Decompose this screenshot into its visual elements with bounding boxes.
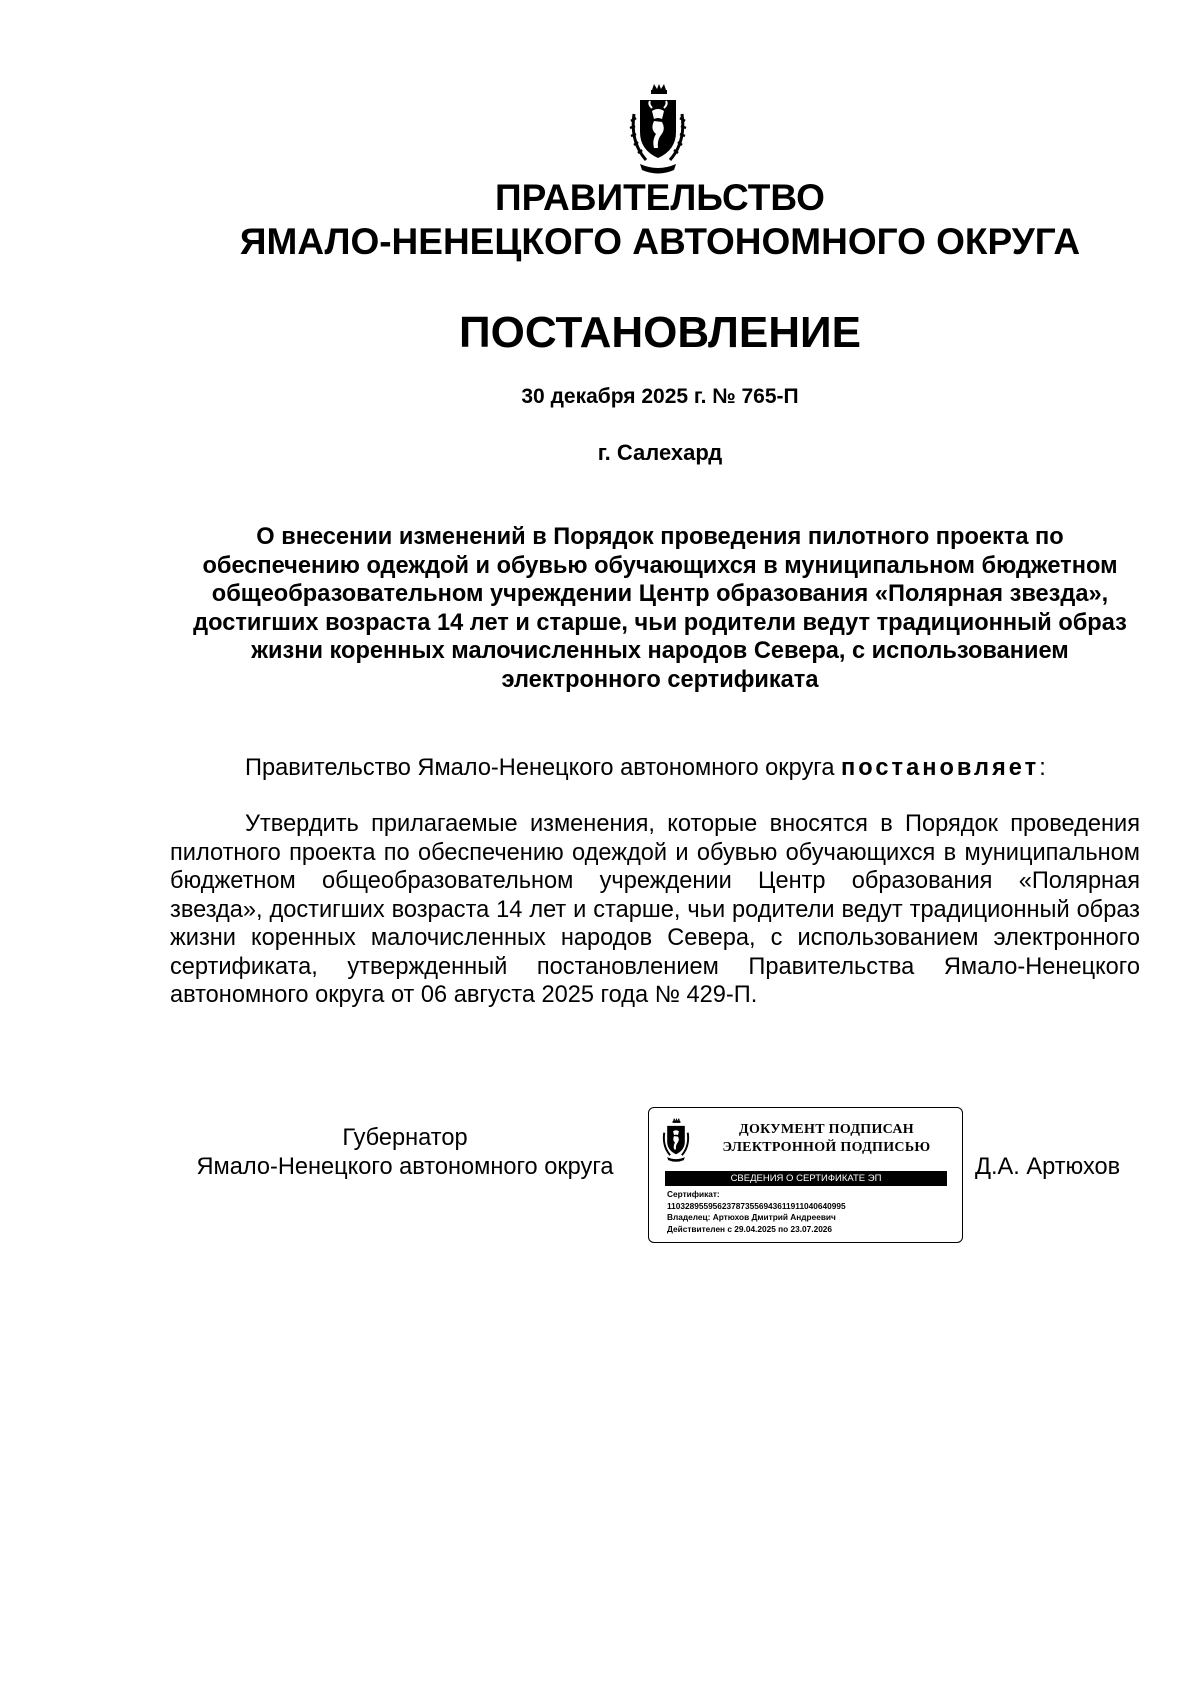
government-title-line2: ЯМАЛО-НЕНЕЦКОГО АВТОНОМНОГО ОКРУГА [239, 221, 1081, 262]
government-title [170, 176, 1150, 264]
stamp-title-line2: ЭЛЕКТРОННОЙ ПОДПИСЬЮ [722, 1140, 931, 1155]
intro-emphasis: постановляет [841, 755, 1040, 781]
signatory-name: Д.А. Артюхов [975, 1154, 1121, 1180]
signatory-position-line1: Губернатор [342, 1125, 468, 1151]
stamp-cert-label: Сертификат: [667, 1189, 720, 1199]
government-title-line1: ПРАВИТЕЛЬСТВО [495, 177, 825, 218]
stamp-coat-of-arms-icon [661, 1118, 691, 1164]
stamp-certificate-info [667, 1189, 846, 1235]
coat-of-arms-icon [628, 84, 688, 178]
document-subject: О внесении изменений в Порядок проведения пилотного проекта по обеспечению одеждой и обувью обучающихся в муниципальном бюджетном общеобразовательном учреждении Центр образования «Полярная звезда», достигших возраста 14 лет и старше, чьи родители ведут традиционный образ жизни коренных малочисленных народов Севера, с использованием электронного сертификата [193, 524, 1127, 693]
body-paragraph: Утвердить прилагаемые изменения, которые вносятся в Порядок проведения пилотного проекта по обеспечению одеждой и обувью обучающихся в муниципальном бюджетном общеобразовательном учреждении Центр образования «Полярная звезда», достигших возраста 14 лет и старше, чьи родители ведут традиционный образ жизни коренных малочисленных народов Севера, с использованием электронного сертификата, утвержденный постановлением Правительства Ямало-Ненецкого автономного округа от 06 августа 2025 года № 429-П. [170, 811, 1140, 1008]
stamp-certificate-bar: СВЕДЕНИЯ О СЕРТИФИКАТЕ ЭП [665, 1171, 947, 1186]
date-and-number: 30 декабря 2025 г. № 765-П [521, 385, 799, 408]
stamp-owner: Владелец: Артюхов Дмитрий Андреевич [667, 1212, 836, 1222]
signatory-position-line2: Ямало-Ненецкого автономного округа [196, 1154, 614, 1180]
intro-paragraph [170, 754, 1140, 782]
stamp-title [699, 1121, 954, 1157]
city: г. Салехард [597, 440, 723, 465]
intro-tail: : [1039, 755, 1046, 781]
electronic-signature-stamp [648, 1107, 963, 1243]
stamp-title-line1: ДОКУМЕНТ ПОДПИСАН [739, 1122, 914, 1137]
stamp-validity: Действителен с 29.04.2025 по 23.07.2026 [667, 1223, 833, 1234]
document-type: ПОСТАНОВЛЕНИЕ [458, 308, 862, 357]
signatory-position [170, 1124, 640, 1182]
stamp-cert-number: 110328955956237873556943611911040640995 [667, 1200, 846, 1211]
intro-text: Правительство Ямало-Ненецкого автономного округа [245, 755, 842, 781]
